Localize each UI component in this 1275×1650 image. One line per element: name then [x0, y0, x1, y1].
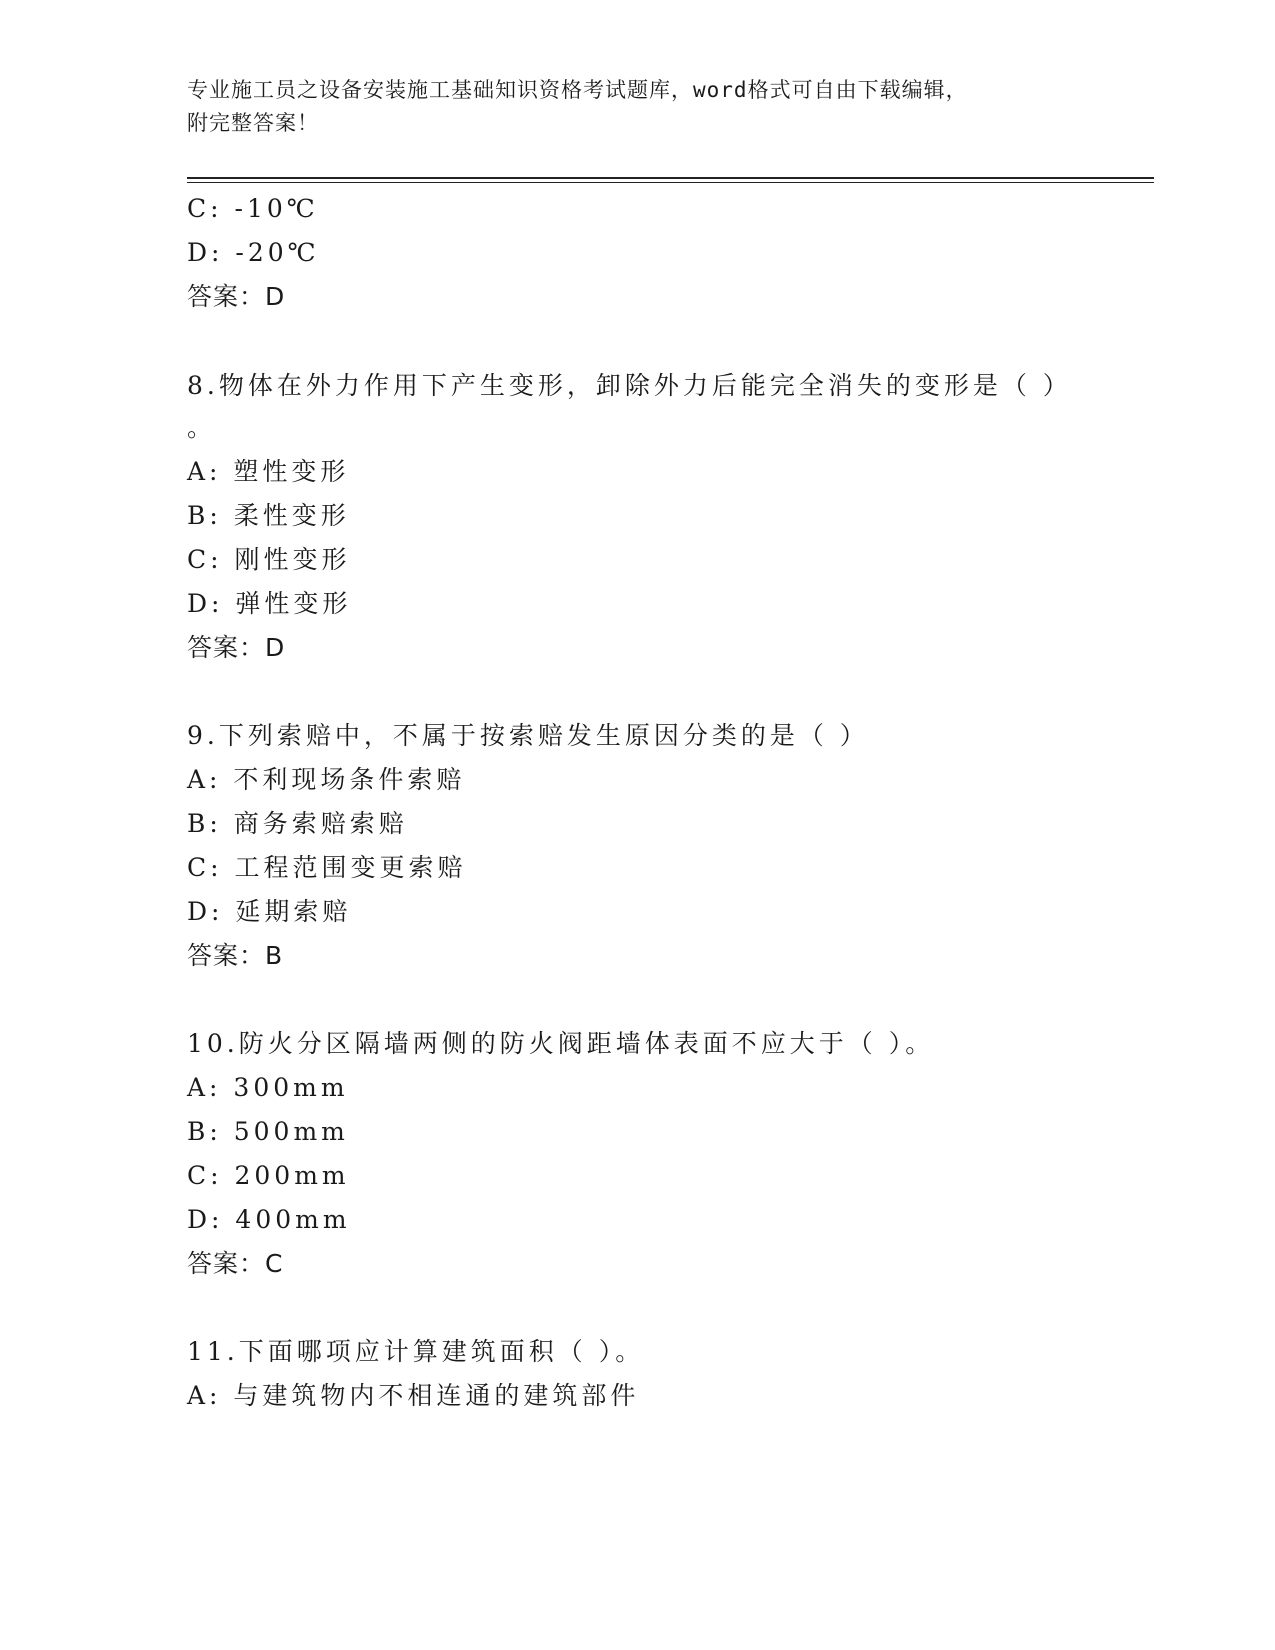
header-line-2: 附完整答案！: [187, 111, 319, 135]
q11-option-a: A: 与建筑物内不相连通的建筑部件: [187, 1381, 640, 1410]
q9-option-a: A: 不利现场条件索赔: [187, 765, 466, 794]
q8-option-c: C: 刚性变形: [187, 545, 351, 574]
q10-option-c: C: 200mm: [187, 1161, 350, 1190]
q10-stem: 10.防火分区隔墙两侧的防火阀距墙体表面不应大于（ ）。: [187, 1029, 935, 1058]
q9-option-d: D: 延期索赔: [187, 897, 352, 926]
q8-option-d: D: 弹性变形: [187, 589, 352, 618]
q8-option-b: B: 柔性变形: [187, 501, 350, 530]
q11-stem: 11.下面哪项应计算建筑面积（ ）。: [187, 1337, 645, 1366]
q10-option-d: D: 400mm: [187, 1205, 351, 1234]
prev-option-d: D: -20℃: [187, 238, 320, 267]
q8-stem: 8.物体在外力作用下产生变形，卸除外力后能完全消失的变形是（ ）: [187, 371, 1072, 400]
header-divider-thick: [187, 177, 1154, 179]
prev-option-c: C: -10℃: [187, 194, 319, 223]
q10-option-b: B: 500mm: [187, 1117, 349, 1146]
prev-answer: 答案：D: [187, 282, 286, 311]
q10-option-a: A: 300mm: [187, 1073, 349, 1102]
q8-stem-continued: 。: [187, 413, 217, 442]
header-line-1: 专业施工员之设备安装施工基础知识资格考试题库，word格式可自由下载编辑，: [187, 78, 968, 102]
q9-answer: 答案：B: [187, 941, 284, 970]
q8-option-a: A: 塑性变形: [187, 457, 350, 486]
q9-option-c: C: 工程范围变更索赔: [187, 853, 467, 882]
q8-answer: 答案：D: [187, 633, 286, 662]
document-header: [187, 74, 1067, 140]
q9-stem: 9.下列索赔中，不属于按索赔发生原因分类的是（ ）: [187, 721, 869, 750]
q9-option-b: B: 商务索赔索赔: [187, 809, 408, 838]
header-divider-thin: [187, 182, 1154, 183]
q10-answer: 答案：C: [187, 1249, 284, 1278]
